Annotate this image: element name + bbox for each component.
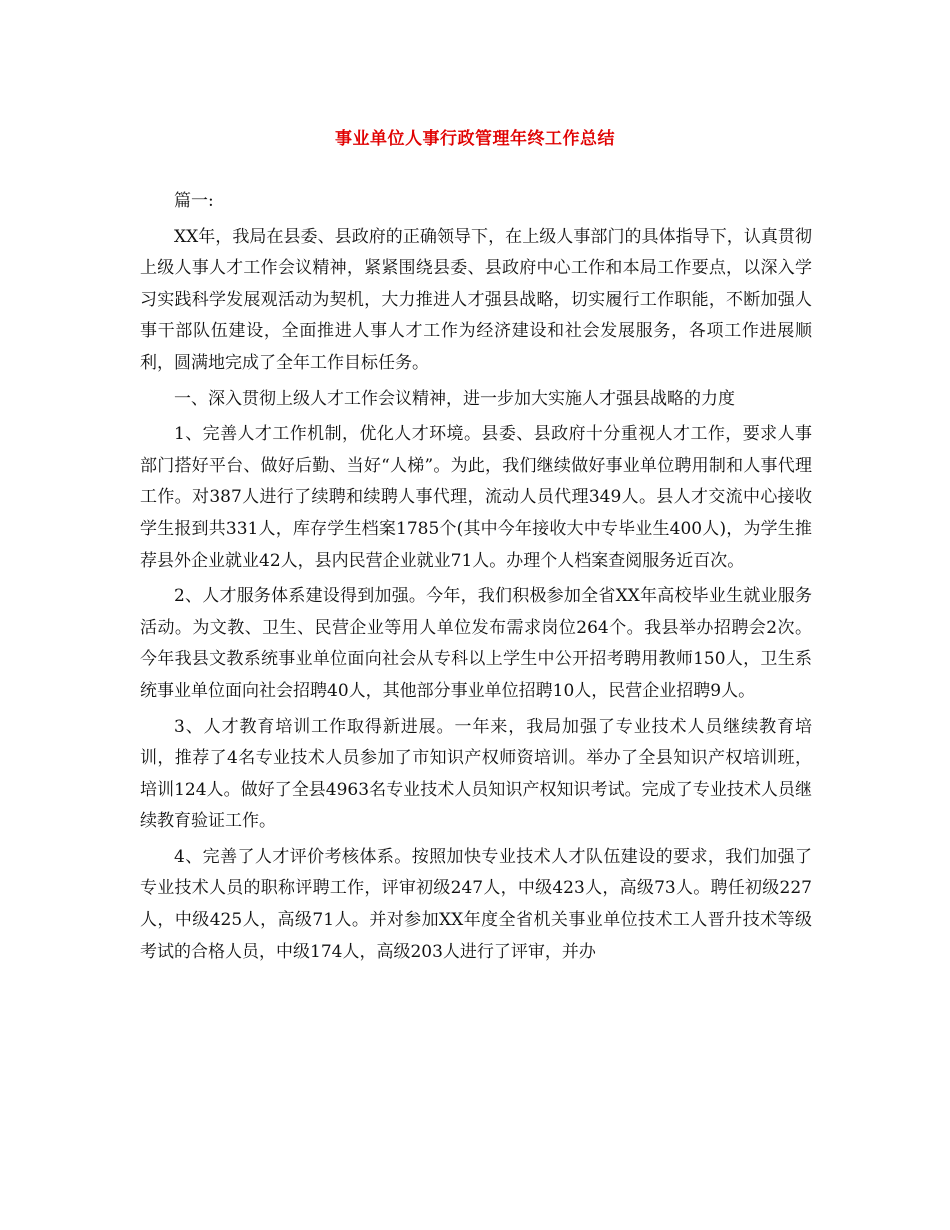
section-label: 篇一: bbox=[174, 191, 214, 211]
body-paragraph: 4、完善了人才评价考核体系。按照加快专业技术人才队伍建设的要求，我们加强了专业技术人员的职称评聘工作，评审初级247人，中级423人，高级73人。聘任初级227人，中级425人，高级71人。并对参加XX年度全省机关事业单位技术工人晋升技术等级考试的合格人员，中级174人，高级203人进行了评审，并办 bbox=[140, 846, 812, 962]
body-paragraph: 3、人才教育培训工作取得新进展。一年来，我局加强了专业技术人员继续教育培训，推荐了4名专业技术人员参加了市知识产权师资培训。举办了全县知识产权培训班，培训124人。做好了全县4963名专业技术人员知识产权知识考试。完成了专业技术人员继续教育验证工作。 bbox=[140, 716, 812, 832]
document-body bbox=[140, 186, 812, 972]
document-title: 事业单位人事行政管理年终工作总结 bbox=[335, 129, 615, 149]
section-heading: 一、深入贯彻上级人才工作会议精神，进一步加大实施人才强县战略的力度 bbox=[174, 388, 735, 409]
body-paragraph: XX年，我局在县委、县政府的正确领导下，在上级人事部门的具体指导下，认真贯彻上级人事人才工作会议精神，紧紧围绕县委、县政府中心工作和本局工作要点，以深入学习实践科学发展观活动为契机，大力推进人才强县战略，切实履行工作职能，不断加强人事干部队伍建设，全面推进人事人才工作为经济建设和社会发展服务，各项工作进展顺利，圆满地完成了全年工作目标任务。 bbox=[140, 226, 812, 373]
body-paragraph: 1、完善人才工作机制，优化人才环境。县委、县政府十分重视人才工作，要求人事部门搭好平台、做好后勤、当好“人梯”。为此，我们继续做好事业单位聘用制和人事代理工作。对387人进行了续聘和续聘人事代理，流动人员代理349人。县人才交流中心接收学生报到共331人，库存学生档案1785个(其中今年接收大中专毕业生400人)，为学生推荐县外企业就业42人，县内民营企业就业71人。办理个人档案查阅服务近百次。 bbox=[140, 424, 812, 571]
body-paragraph: 2、人才服务体系建设得到加强。今年，我们积极参加全省XX年高校毕业生就业服务活动。为文教、卫生、民营企业等用人单位发布需求岗位264个。我县举办招聘会2次。今年我县文教系统事业单位面向社会从专科以上学生中公开招考聘用教师150人，卫生系统事业单位面向社会招聘40人，其他部分事业单位招聘10人，民营企业招聘9人。 bbox=[140, 586, 812, 701]
